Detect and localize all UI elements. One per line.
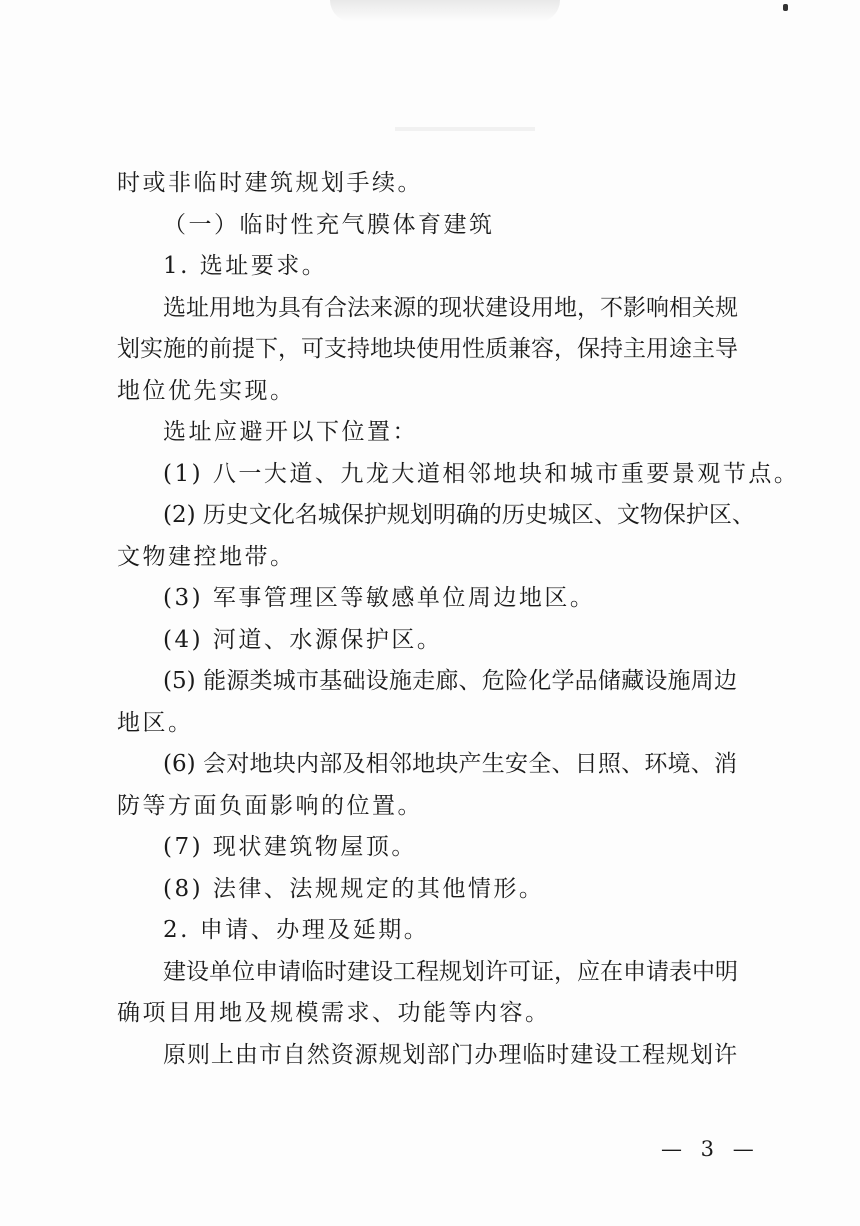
list-item: (7) 现状建筑物屋顶。 xyxy=(163,834,417,860)
list-item-continuation: 防等方面负面影响的位置。 xyxy=(117,792,423,819)
list-item: (8) 法律、法规规定的其他情形。 xyxy=(163,875,545,902)
paragraph-line-text: 划实施的前提下，可支持地块使用性质兼容，保持主用途主导 xyxy=(117,336,738,362)
paragraph-line-text: 建设单位申请临时建设工程规划许可证，应在申请表中明 xyxy=(163,958,738,985)
paragraph-line xyxy=(117,952,737,994)
scan-artifact-top xyxy=(330,0,560,22)
document-body xyxy=(117,163,800,1076)
list-item xyxy=(117,744,737,786)
paragraph-line xyxy=(117,329,737,371)
paragraph-line xyxy=(117,1035,737,1077)
paragraph-line-text: 原则上由市自然资源规划部门办理临时建设工程规划许 xyxy=(163,1041,737,1068)
paragraph-line: 地位优先实现。 xyxy=(117,377,296,404)
paragraph-line xyxy=(117,288,737,330)
subsection-heading: 1. 选址要求。 xyxy=(163,253,328,279)
scan-artifact-dot xyxy=(783,4,788,11)
subsection-heading: 2. 申请、办理及延期。 xyxy=(163,917,430,943)
list-item xyxy=(117,661,737,703)
paragraph-line: 选址应避开以下位置： xyxy=(163,419,418,445)
list-item: (1) 八一大道、九龙大道相邻地块和城市重要景观节点。 xyxy=(163,460,800,487)
paragraph-line-text: 选址用地为具有合法来源的现状建设用地，不影响相关规 xyxy=(163,294,738,321)
page-number: — 3 — xyxy=(661,1137,760,1161)
paragraph-line: 确项目用地及规模需求、功能等内容。 xyxy=(117,1000,551,1026)
list-item-text: (6) 会对地块内部及相邻地块产生安全、日照、环境、消 xyxy=(163,751,737,777)
list-item-continuation: 地区。 xyxy=(117,709,194,736)
list-item-continuation: 文物建控地带。 xyxy=(117,543,296,570)
paragraph-line: 时或非临时建筑规划手续。 xyxy=(117,170,423,196)
list-item-text: (2) 历史文化名城保护规划明确的历史城区、文物保护区、 xyxy=(163,502,755,528)
list-item xyxy=(117,495,755,537)
list-item: (4) 河道、水源保护区。 xyxy=(163,626,443,653)
list-item: (3) 军事管理区等敏感单位周边地区。 xyxy=(163,585,596,611)
list-item-text: (5) 能源类城市基础设施走廊、危险化学品储藏设施周边 xyxy=(163,668,737,694)
section-heading: （一）临时性充气膜体育建筑 xyxy=(163,211,495,238)
scan-artifact-line xyxy=(395,127,535,131)
